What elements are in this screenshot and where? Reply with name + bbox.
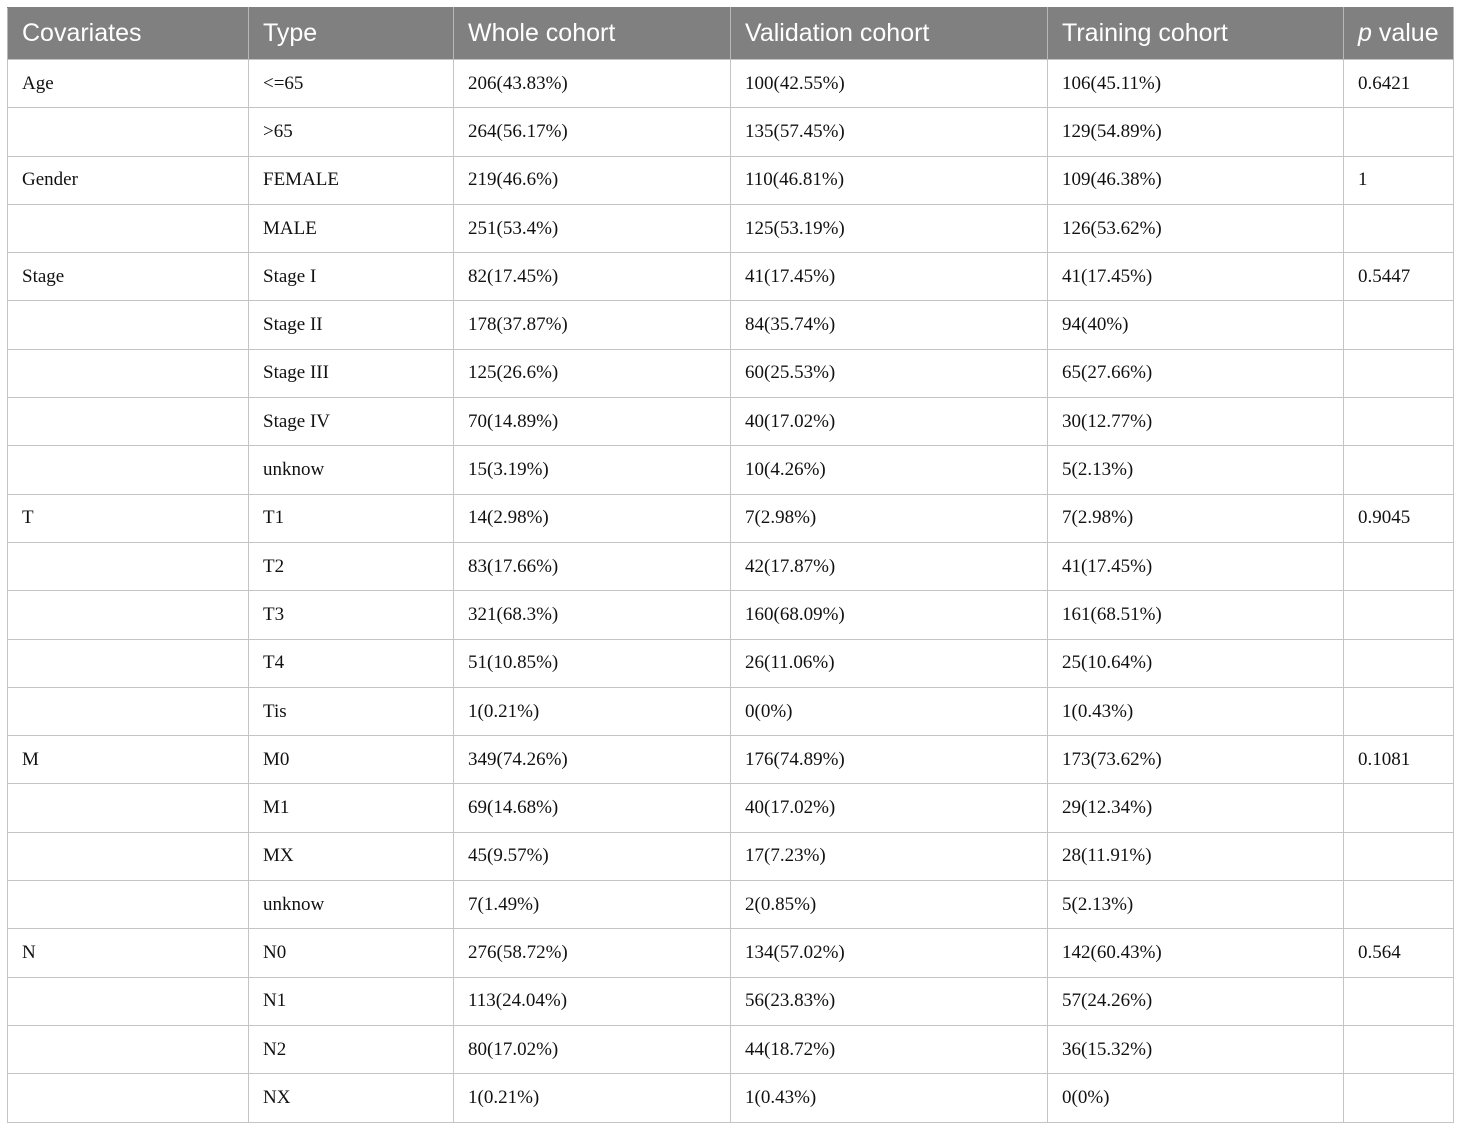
table-row xyxy=(8,687,1454,735)
table-row xyxy=(8,542,1454,590)
cell-p-value xyxy=(1344,639,1454,687)
cell-whole-cohort: 219(46.6%) xyxy=(454,156,731,204)
cell-p-value xyxy=(1344,349,1454,397)
cell-validation-cohort: 7(2.98%) xyxy=(731,494,1048,542)
cell-training-cohort: 28(11.91%) xyxy=(1048,832,1344,880)
cell-whole-cohort: 321(68.3%) xyxy=(454,591,731,639)
header-p-value xyxy=(1344,8,1454,60)
table-row xyxy=(8,832,1454,880)
table-row xyxy=(8,253,1454,301)
cell-validation-cohort: 84(35.74%) xyxy=(731,301,1048,349)
cell-whole-cohort: 83(17.66%) xyxy=(454,542,731,590)
cell-type: Stage III xyxy=(249,349,454,397)
table-row xyxy=(8,736,1454,784)
cell-type: N2 xyxy=(249,1025,454,1073)
cell-whole-cohort: 80(17.02%) xyxy=(454,1025,731,1073)
cell-whole-cohort: 1(0.21%) xyxy=(454,1074,731,1122)
cell-training-cohort: 94(40%) xyxy=(1048,301,1344,349)
cell-type: NX xyxy=(249,1074,454,1122)
cell-training-cohort: 36(15.32%) xyxy=(1048,1025,1344,1073)
cell-validation-cohort: 2(0.85%) xyxy=(731,881,1048,929)
cell-whole-cohort: 1(0.21%) xyxy=(454,687,731,735)
header-training-cohort: Training cohort xyxy=(1048,8,1344,60)
table-row xyxy=(8,1025,1454,1073)
table-row xyxy=(8,301,1454,349)
table-row xyxy=(8,446,1454,494)
cell-type: Stage IV xyxy=(249,398,454,446)
cell-covariate xyxy=(8,301,249,349)
cell-validation-cohort: 125(53.19%) xyxy=(731,204,1048,252)
cell-training-cohort: 5(2.13%) xyxy=(1048,446,1344,494)
table-row xyxy=(8,784,1454,832)
table-row xyxy=(8,881,1454,929)
cell-p-value xyxy=(1344,1074,1454,1122)
cell-covariate xyxy=(8,639,249,687)
cell-whole-cohort: 276(58.72%) xyxy=(454,929,731,977)
cell-p-value: 0.9045 xyxy=(1344,494,1454,542)
cell-validation-cohort: 110(46.81%) xyxy=(731,156,1048,204)
cell-p-value: 0.6421 xyxy=(1344,60,1454,108)
cell-type: MALE xyxy=(249,204,454,252)
cell-type: >65 xyxy=(249,108,454,156)
cell-validation-cohort: 10(4.26%) xyxy=(731,446,1048,494)
cell-covariate: N xyxy=(8,929,249,977)
header-whole-cohort: Whole cohort xyxy=(454,8,731,60)
cell-p-value xyxy=(1344,784,1454,832)
cell-p-value xyxy=(1344,832,1454,880)
cell-training-cohort: 41(17.45%) xyxy=(1048,253,1344,301)
cell-type: T4 xyxy=(249,639,454,687)
cell-p-value xyxy=(1344,687,1454,735)
cell-covariate xyxy=(8,784,249,832)
table-row xyxy=(8,204,1454,252)
cell-covariate xyxy=(8,881,249,929)
cell-training-cohort: 109(46.38%) xyxy=(1048,156,1344,204)
cell-covariate xyxy=(8,832,249,880)
cell-p-value xyxy=(1344,301,1454,349)
header-covariates: Covariates xyxy=(8,8,249,60)
p-value-label: value xyxy=(1371,19,1439,47)
cell-validation-cohort: 26(11.06%) xyxy=(731,639,1048,687)
cell-covariate: M xyxy=(8,736,249,784)
cell-whole-cohort: 45(9.57%) xyxy=(454,832,731,880)
cell-covariate xyxy=(8,1025,249,1073)
cell-validation-cohort: 40(17.02%) xyxy=(731,784,1048,832)
cell-p-value xyxy=(1344,977,1454,1025)
cell-validation-cohort: 100(42.55%) xyxy=(731,60,1048,108)
cell-type: N1 xyxy=(249,977,454,1025)
table-body xyxy=(8,60,1454,1123)
cell-whole-cohort: 82(17.45%) xyxy=(454,253,731,301)
table-row xyxy=(8,349,1454,397)
cell-training-cohort: 29(12.34%) xyxy=(1048,784,1344,832)
cell-covariate xyxy=(8,542,249,590)
header-row xyxy=(8,8,1454,60)
table-header xyxy=(8,8,1454,60)
cell-training-cohort: 65(27.66%) xyxy=(1048,349,1344,397)
cell-validation-cohort: 41(17.45%) xyxy=(731,253,1048,301)
cell-training-cohort: 7(2.98%) xyxy=(1048,494,1344,542)
cell-covariate xyxy=(8,591,249,639)
cell-covariate: Gender xyxy=(8,156,249,204)
cell-whole-cohort: 113(24.04%) xyxy=(454,977,731,1025)
cell-training-cohort: 1(0.43%) xyxy=(1048,687,1344,735)
cell-training-cohort: 173(73.62%) xyxy=(1048,736,1344,784)
cell-type: <=65 xyxy=(249,60,454,108)
cell-validation-cohort: 135(57.45%) xyxy=(731,108,1048,156)
p-symbol: p xyxy=(1358,19,1372,47)
cell-validation-cohort: 42(17.87%) xyxy=(731,542,1048,590)
cell-covariate: Age xyxy=(8,60,249,108)
cell-training-cohort: 0(0%) xyxy=(1048,1074,1344,1122)
cell-training-cohort: 41(17.45%) xyxy=(1048,542,1344,590)
cell-validation-cohort: 17(7.23%) xyxy=(731,832,1048,880)
cell-training-cohort: 161(68.51%) xyxy=(1048,591,1344,639)
table-row xyxy=(8,60,1454,108)
cell-p-value xyxy=(1344,204,1454,252)
cell-covariate xyxy=(8,687,249,735)
cell-covariate xyxy=(8,1074,249,1122)
cell-covariate xyxy=(8,977,249,1025)
header-type: Type xyxy=(249,8,454,60)
cell-validation-cohort: 134(57.02%) xyxy=(731,929,1048,977)
cell-type: FEMALE xyxy=(249,156,454,204)
cell-type: MX xyxy=(249,832,454,880)
cell-type: Stage II xyxy=(249,301,454,349)
cell-p-value xyxy=(1344,108,1454,156)
table-row xyxy=(8,591,1454,639)
cell-validation-cohort: 40(17.02%) xyxy=(731,398,1048,446)
cell-type: N0 xyxy=(249,929,454,977)
cell-p-value xyxy=(1344,591,1454,639)
cell-training-cohort: 106(45.11%) xyxy=(1048,60,1344,108)
cell-p-value: 0.1081 xyxy=(1344,736,1454,784)
cell-training-cohort: 126(53.62%) xyxy=(1048,204,1344,252)
cell-covariate xyxy=(8,446,249,494)
cell-p-value xyxy=(1344,881,1454,929)
cell-type: T2 xyxy=(249,542,454,590)
table-row xyxy=(8,108,1454,156)
cell-type: M0 xyxy=(249,736,454,784)
cell-validation-cohort: 44(18.72%) xyxy=(731,1025,1048,1073)
cohort-table xyxy=(7,7,1454,1123)
cell-p-value: 0.564 xyxy=(1344,929,1454,977)
cell-whole-cohort: 14(2.98%) xyxy=(454,494,731,542)
cell-covariate: Stage xyxy=(8,253,249,301)
cell-type: unknow xyxy=(249,881,454,929)
cell-type: T1 xyxy=(249,494,454,542)
cell-covariate xyxy=(8,349,249,397)
cell-type: Tis xyxy=(249,687,454,735)
cell-whole-cohort: 264(56.17%) xyxy=(454,108,731,156)
cell-whole-cohort: 69(14.68%) xyxy=(454,784,731,832)
cell-type: T3 xyxy=(249,591,454,639)
cell-p-value xyxy=(1344,446,1454,494)
cell-whole-cohort: 125(26.6%) xyxy=(454,349,731,397)
cell-whole-cohort: 206(43.83%) xyxy=(454,60,731,108)
cell-training-cohort: 129(54.89%) xyxy=(1048,108,1344,156)
cell-whole-cohort: 15(3.19%) xyxy=(454,446,731,494)
cell-whole-cohort: 349(74.26%) xyxy=(454,736,731,784)
cell-p-value xyxy=(1344,542,1454,590)
cell-covariate xyxy=(8,108,249,156)
cell-whole-cohort: 70(14.89%) xyxy=(454,398,731,446)
table-row xyxy=(8,977,1454,1025)
cell-type: unknow xyxy=(249,446,454,494)
cell-training-cohort: 5(2.13%) xyxy=(1048,881,1344,929)
cell-validation-cohort: 60(25.53%) xyxy=(731,349,1048,397)
cell-covariate xyxy=(8,204,249,252)
header-validation-cohort: Validation cohort xyxy=(731,8,1048,60)
table-row xyxy=(8,494,1454,542)
cell-p-value: 0.5447 xyxy=(1344,253,1454,301)
table-row xyxy=(8,639,1454,687)
cell-training-cohort: 25(10.64%) xyxy=(1048,639,1344,687)
cell-type: Stage I xyxy=(249,253,454,301)
cell-type: M1 xyxy=(249,784,454,832)
table-row xyxy=(8,156,1454,204)
cell-whole-cohort: 178(37.87%) xyxy=(454,301,731,349)
cell-validation-cohort: 1(0.43%) xyxy=(731,1074,1048,1122)
cell-p-value xyxy=(1344,398,1454,446)
cell-p-value xyxy=(1344,1025,1454,1073)
cell-training-cohort: 30(12.77%) xyxy=(1048,398,1344,446)
cell-validation-cohort: 56(23.83%) xyxy=(731,977,1048,1025)
cell-whole-cohort: 51(10.85%) xyxy=(454,639,731,687)
cell-validation-cohort: 160(68.09%) xyxy=(731,591,1048,639)
cell-p-value: 1 xyxy=(1344,156,1454,204)
cell-covariate: T xyxy=(8,494,249,542)
table-row xyxy=(8,929,1454,977)
table-row xyxy=(8,1074,1454,1122)
cell-training-cohort: 57(24.26%) xyxy=(1048,977,1344,1025)
cell-whole-cohort: 7(1.49%) xyxy=(454,881,731,929)
cell-whole-cohort: 251(53.4%) xyxy=(454,204,731,252)
cell-validation-cohort: 0(0%) xyxy=(731,687,1048,735)
cell-training-cohort: 142(60.43%) xyxy=(1048,929,1344,977)
table-row xyxy=(8,398,1454,446)
cell-covariate xyxy=(8,398,249,446)
cell-validation-cohort: 176(74.89%) xyxy=(731,736,1048,784)
